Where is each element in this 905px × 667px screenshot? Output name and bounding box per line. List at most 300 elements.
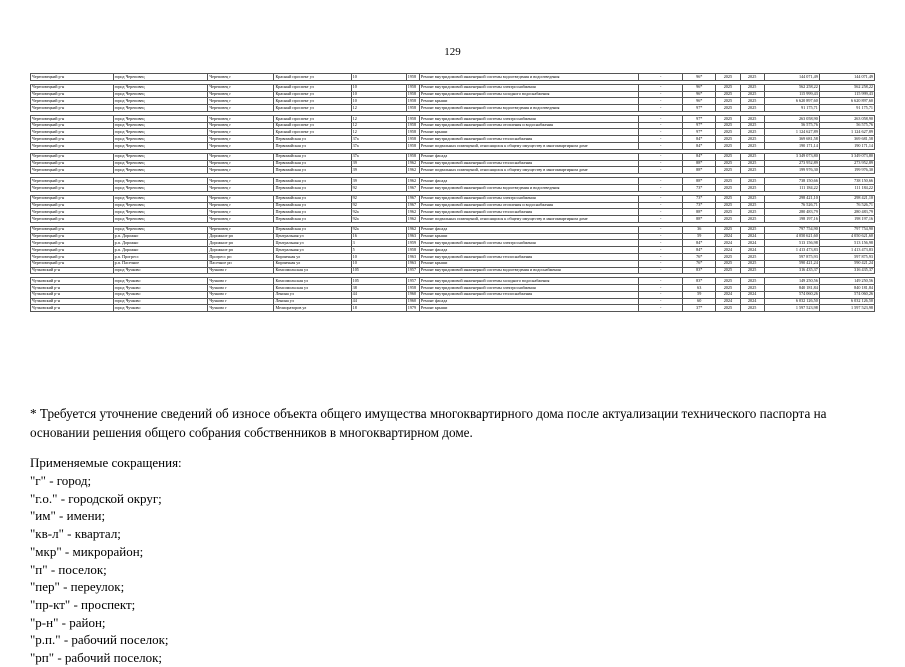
cell-wear: - [639,216,683,223]
cell-work-type: Ремонт внутридомовой инженерной системы электроснабжения [419,115,638,122]
cell-work-type: Ремонт внутридомовой инженерной системы электроснабжения [419,240,638,247]
table-row [31,74,875,81]
cell-district: Череповецкий р-н [31,115,114,122]
cell-district: Череповецкий р-н [31,216,114,223]
cell-year: 1958 [406,153,419,160]
cell-settlement: Череповец г [208,91,274,98]
table-row [31,291,875,298]
cell-municipality: город Чучково [113,278,208,285]
cell-wear-pct: 60 [683,298,716,305]
cell-plan-start: 2025 [716,178,740,185]
cell-street: Кирпичная ул [274,260,351,267]
cell-cost: 273 952,89 [764,160,819,167]
cell-district: Чучковский р-н [31,305,114,312]
cell-settlement: Череповец г [208,153,274,160]
cell-work-type: Ремонт внутридомовой инженерной системы электроснабжения [419,84,638,91]
cell-cost: 316 435,37 [764,267,819,274]
cell-settlement: Череповец г [208,160,274,167]
cell-year: 1958 [406,247,419,254]
cell-year: 1958 [406,129,419,136]
cell-wear-pct: 76* [683,253,716,260]
cell-street: Первомайская ул [274,202,351,209]
cell-plan-start: 2025 [716,260,740,267]
cell-house: 37а [351,143,406,150]
table-row [31,160,875,167]
abbreviation-item: "р-н" - район; [30,614,106,630]
cell-house: 44 [351,298,406,305]
cell-wear-pct: 84* [683,153,716,160]
cell-settlement: Дорожное рп [208,240,274,247]
cell-wear-pct: 96* [683,84,716,91]
cell-district: Череповецкий р-н [31,240,114,247]
capital-repair-table-container [30,73,875,312]
cell-street: Красный проспект ул [274,115,351,122]
cell-plan-end: 2024 [740,240,764,247]
cell-wear: - [639,233,683,240]
cell-year: 1963 [406,253,419,260]
cell-total-cost: 574 060,26 [819,291,874,298]
cell-settlement: Чучково г [208,278,274,285]
cell-house: 39 [351,167,406,174]
cell-wear: - [639,267,683,274]
cell-wear: - [639,240,683,247]
cell-municipality: р.п. Дорожно [113,233,208,240]
cell-street: Первомайская ул [274,209,351,216]
cell-work-type: Ремонт крыши [419,305,638,312]
cell-wear: - [639,278,683,285]
abbreviation-item: "им" - имени; [30,508,106,524]
cell-wear-pct: 88* [683,167,716,174]
cell-cost: 298 421,10 [764,195,819,202]
cell-cost: 597 875,93 [764,253,819,260]
abbreviation-item: "г.о." - городской округ; [30,490,162,506]
cell-work-type: Ремонт внутридомовой инженерной системы водоотведения и водоснабжения [419,267,638,274]
cell-district: Череповецкий р-н [31,84,114,91]
cell-wear: - [639,122,683,129]
cell-cost: 1 124 627,89 [764,129,819,136]
cell-cost: 590 421,24 [764,260,819,267]
cell-municipality: город Череповец [113,74,208,81]
cell-street: Центральная ул [274,233,351,240]
cell-municipality: город Череповец [113,195,208,202]
cell-plan-start: 2024 [716,298,740,305]
cell-district: Чучковский р-н [31,267,114,274]
table-row [31,143,875,150]
cell-settlement: Череповец г [208,84,274,91]
cell-settlement: Череповец г [208,129,274,136]
cell-year: 1963 [406,260,419,267]
cell-municipality: город Череповец [113,115,208,122]
cell-municipality: город Череповец [113,143,208,150]
cell-year: 1958 [406,122,419,129]
cell-wear-pct: 97* [683,115,716,122]
cell-total-cost: 562 258,22 [819,84,874,91]
cell-wear-pct: 88* [683,216,716,223]
cell-street: Первомайская ул [274,167,351,174]
cell-year: 1960 [406,298,419,305]
cell-wear-pct: 83* [683,267,716,274]
abbreviations-list [30,472,169,667]
cell-total-cost: 590 421,24 [819,260,874,267]
table-row [31,298,875,305]
cell-year: 1959 [406,240,419,247]
cell-house: 10 [351,74,406,81]
cell-total-cost: 144 071,49 [819,74,874,81]
cell-year: 1967 [406,184,419,191]
cell-plan-start: 2024 [716,233,740,240]
cell-plan-end: 2025 [740,278,764,285]
cell-year: 1963 [406,233,419,240]
cell-district: Череповецкий р-н [31,247,114,254]
cell-plan-end: 2024 [740,291,764,298]
page-number: 129 [444,46,461,58]
cell-total-cost: 4 050 621,60 [819,233,874,240]
cell-street: Первомайская ул [274,178,351,185]
table-row [31,98,875,105]
cell-plan-start: 2025 [716,195,740,202]
cell-total-cost: 273 952,89 [819,160,874,167]
cell-plan-end: 2024 [740,247,764,254]
table-row [31,216,875,223]
cell-wear: - [639,253,683,260]
cell-total-cost: 1 413 473,83 [819,247,874,254]
cell-settlement: Чучково г [208,285,274,292]
cell-street: Центральная ул [274,247,351,254]
cell-plan-start: 2025 [716,184,740,191]
cell-cost: 3 349 073,80 [764,153,819,160]
table-row [31,253,875,260]
table-row [31,91,875,98]
cell-street: Первомайская ул [274,216,351,223]
table-row [31,84,875,91]
cell-municipality: город Череповец [113,226,208,233]
cell-wear-pct: 88* [683,160,716,167]
cell-house: 18 [351,305,406,312]
cell-district: Череповецкий р-н [31,184,114,191]
cell-street: Мелиораторов ул [274,305,351,312]
cell-wear: - [639,260,683,267]
cell-municipality: р.п. Прогресс [113,253,208,260]
cell-house: 5 [351,247,406,254]
cell-work-type: Ремонт внутридомовой инженерной системы теплоснабжения [419,160,638,167]
cell-plan-end: 2025 [740,184,764,191]
cell-plan-start: 2025 [716,278,740,285]
cell-cost: 76 526,71 [764,202,819,209]
cell-plan-end: 2025 [740,129,764,136]
cell-plan-end: 2025 [740,267,764,274]
cell-year: 1967 [406,202,419,209]
cell-municipality: город Череповец [113,91,208,98]
cell-work-type: Ремонт крыши [419,260,638,267]
cell-settlement: Череповец г [208,98,274,105]
cell-house: 105 [351,278,406,285]
cell-plan-end: 2025 [740,209,764,216]
cell-municipality: город Череповец [113,216,208,223]
table-row [31,278,875,285]
cell-house: 44 [351,291,406,298]
cell-wear: - [639,285,683,292]
cell-wear-pct: 73* [683,195,716,202]
cell-year: 1957 [406,278,419,285]
cell-plan-start: 2025 [716,136,740,143]
cell-wear-pct: 97* [683,129,716,136]
cell-total-cost: 6 032 126,50 [819,298,874,305]
cell-municipality: город Череповец [113,84,208,91]
cell-house: 92 [351,195,406,202]
cell-total-cost: 840 181,84 [819,285,874,292]
cell-wear-pct: 59 [683,291,716,298]
cell-work-type: Ремонт внутридомовой инженерной системы водоотведения и водоотведения [419,184,638,191]
cell-house: 12 [351,129,406,136]
cell-wear: - [639,178,683,185]
cell-settlement: Череповец г [208,216,274,223]
cell-district: Череповецкий р-н [31,136,114,143]
cell-street: Красный проспект ул [274,84,351,91]
cell-district: Череповецкий р-н [31,253,114,260]
cell-street: Первомайская ул [274,143,351,150]
cell-settlement: Череповец г [208,74,274,81]
cell-total-cost: 1 597 523,98 [819,305,874,312]
cell-house: 10 [351,91,406,98]
cell-plan-start: 2025 [716,202,740,209]
cell-district: Череповецкий р-н [31,160,114,167]
cell-municipality: город Череповец [113,160,208,167]
cell-house: 92а [351,209,406,216]
table-row [31,267,875,274]
cell-district: Чучковский р-н [31,285,114,292]
cell-total-cost: 149 250,56 [819,278,874,285]
cell-cost: 1 413 473,83 [764,247,819,254]
abbreviation-item: "пер" - переулок; [30,579,125,595]
cell-municipality: город Череповец [113,184,208,191]
cell-municipality: р.п. Дорожно [113,247,208,254]
cell-wear: - [639,305,683,312]
cell-district: Чучковский р-н [31,291,114,298]
cell-year: 1958 [406,285,419,292]
cell-plan-start: 2025 [716,143,740,150]
cell-municipality: город Чучково [113,267,208,274]
cell-district: Череповецкий р-н [31,74,114,81]
cell-total-cost: 190 171,14 [819,143,874,150]
cell-plan-start: 2024 [716,247,740,254]
cell-wear-pct: 36 [683,226,716,233]
table-row [31,167,875,174]
cell-wear: - [639,160,683,167]
cell-total-cost: 91 175,71 [819,105,874,112]
table-row [31,305,875,312]
cell-municipality: город Чучково [113,291,208,298]
abbreviation-item: "кв-л" - квартал; [30,526,121,542]
cell-municipality: город Череповец [113,98,208,105]
cell-wear-pct: 37* [683,305,716,312]
cell-year: 1958 [406,115,419,122]
cell-plan-start: 2025 [716,98,740,105]
table-row [31,209,875,216]
cell-year: 1962 [406,160,419,167]
cell-plan-start: 2025 [716,105,740,112]
cell-plan-start: 2025 [716,226,740,233]
cell-plan-start: 2025 [716,253,740,260]
abbreviation-item: "г" - город; [30,473,92,488]
cell-year: 1958 [406,84,419,91]
cell-wear-pct: 97* [683,122,716,129]
cell-cost: 144 071,49 [764,74,819,81]
table-row [31,226,875,233]
cell-settlement: Пасечное рп [208,260,274,267]
cell-plan-end: 2025 [740,178,764,185]
cell-wear: - [639,195,683,202]
cell-wear-pct: 84* [683,143,716,150]
cell-total-cost: 298 421,10 [819,195,874,202]
cell-year: 1962 [406,167,419,174]
cell-plan-end: 2025 [740,143,764,150]
cell-work-type: Ремонт подвальных помещений, относящихся к общему имуществу в многоквартирном доме [419,167,638,174]
cell-work-type: Ремонт фасада [419,247,638,254]
cell-street: Красный проспект ул [274,105,351,112]
cell-street: Первомайская ул [274,226,351,233]
cell-wear: - [639,91,683,98]
cell-house: 10 [351,260,406,267]
cell-work-type: Ремонт внутридомовой инженерной системы теплоснабжения [419,291,638,298]
cell-street: Красный проспект ул [274,91,351,98]
cell-settlement: Чучково г [208,305,274,312]
cell-plan-start: 2025 [716,160,740,167]
cell-year: 1958 [406,91,419,98]
table-row [31,195,875,202]
abbreviation-item: "р.п." - рабочий поселок; [30,632,169,648]
cell-plan-start: 2025 [716,267,740,274]
cell-plan-end: 2025 [740,226,764,233]
cell-work-type: Ремонт внутридомовой инженерной системы электроснабжения [419,285,638,292]
cell-cost: 263 058,90 [764,115,819,122]
cell-wear: - [639,153,683,160]
cell-plan-end: 2025 [740,98,764,105]
cell-settlement: Дорожное рп [208,247,274,254]
cell-settlement: Череповец г [208,136,274,143]
cell-year: 1979 [406,305,419,312]
cell-street: Комсомольская ул [274,267,351,274]
cell-municipality: город Чучково [113,298,208,305]
cell-wear-pct: 84* [683,247,716,254]
cell-plan-end: 2025 [740,91,764,98]
cell-cost: 190 171,14 [764,143,819,150]
cell-plan-end: 2025 [740,136,764,143]
cell-total-cost: 115 999,43 [819,91,874,98]
cell-cost: 797 754,90 [764,226,819,233]
cell-year: 1957 [406,267,419,274]
cell-house: 39 [351,160,406,167]
cell-municipality: город Череповец [113,122,208,129]
cell-house: 10 [351,98,406,105]
cell-house: 10 [351,84,406,91]
cell-plan-end: 2025 [740,115,764,122]
cell-plan-start: 2025 [716,84,740,91]
cell-total-cost: 6 620 897,60 [819,98,874,105]
cell-year: 1958 [406,143,419,150]
cell-municipality: город Чучково [113,285,208,292]
cell-year: 1962 [406,209,419,216]
cell-district: Череповецкий р-н [31,105,114,112]
cell-total-cost: 369 681,58 [819,136,874,143]
cell-street: Ленина ул [274,298,351,305]
cell-wear-pct: 63 [683,285,716,292]
cell-wear-pct: 88* [683,178,716,185]
cell-plan-end: 2025 [740,84,764,91]
cell-wear: - [639,74,683,81]
cell-year: 1958 [406,98,419,105]
cell-municipality: город Череповец [113,129,208,136]
table-row [31,184,875,191]
cell-street: Красный проспект ул [274,98,351,105]
cell-street: Комсомольская ул [274,278,351,285]
cell-plan-end: 2025 [740,167,764,174]
cell-house: 16 [351,233,406,240]
table-row [31,122,875,129]
cell-district: Череповецкий р-н [31,91,114,98]
cell-municipality: город Череповец [113,153,208,160]
cell-wear-pct: 59 [683,233,716,240]
cell-cost: 738 150,66 [764,178,819,185]
cell-plan-end: 2024 [740,233,764,240]
table-row [31,129,875,136]
cell-street: Красный проспект ул [274,74,351,81]
cell-wear: - [639,167,683,174]
cell-cost: 513 156,98 [764,240,819,247]
cell-district: Череповецкий р-н [31,167,114,174]
cell-district: Череповецкий р-н [31,202,114,209]
cell-plan-end: 2025 [740,74,764,81]
cell-work-type: Ремонт внутридомовой инженерной системы водоотведения и водоотведения [419,74,638,81]
cell-district: Череповецкий р-н [31,129,114,136]
cell-settlement: Чучково г [208,298,274,305]
cell-district: Череповецкий р-н [31,209,114,216]
cell-total-cost: 199 976,30 [819,167,874,174]
cell-settlement: Череповец г [208,202,274,209]
cell-house: 92а [351,216,406,223]
cell-street: Красный проспект ул [274,129,351,136]
cell-work-type: Ремонт внутридомовой инженерной системы отопления и водоснабжения [419,202,638,209]
table-row [31,233,875,240]
cell-cost: 574 060,26 [764,291,819,298]
cell-district: Череповецкий р-н [31,98,114,105]
table-body [31,74,875,312]
cell-wear: - [639,209,683,216]
table-row [31,153,875,160]
cell-wear-pct: 96* [683,74,716,81]
cell-street: Кирпичная ул [274,253,351,260]
table-row [31,178,875,185]
cell-cost: 115 999,43 [764,91,819,98]
cell-plan-start: 2025 [716,153,740,160]
cell-year: 1967 [406,195,419,202]
cell-house: 92 [351,202,406,209]
cell-settlement: Череповец г [208,195,274,202]
cell-wear: - [639,105,683,112]
cell-cost: 6 032 126,50 [764,298,819,305]
cell-total-cost: 198 197,16 [819,216,874,223]
cell-wear: - [639,184,683,191]
cell-year: 1958 [406,105,419,112]
abbreviation-item: "п" - поселок; [30,561,107,577]
cell-total-cost: 738 150,66 [819,178,874,185]
cell-cost: 56 575,76 [764,122,819,129]
cell-municipality: р.п. Дорожно [113,240,208,247]
cell-wear-pct: 83* [683,278,716,285]
cell-municipality: город Чучково [113,305,208,312]
cell-settlement: Череповец г [208,178,274,185]
cell-wear: - [639,143,683,150]
cell-wear-pct: 84* [683,136,716,143]
